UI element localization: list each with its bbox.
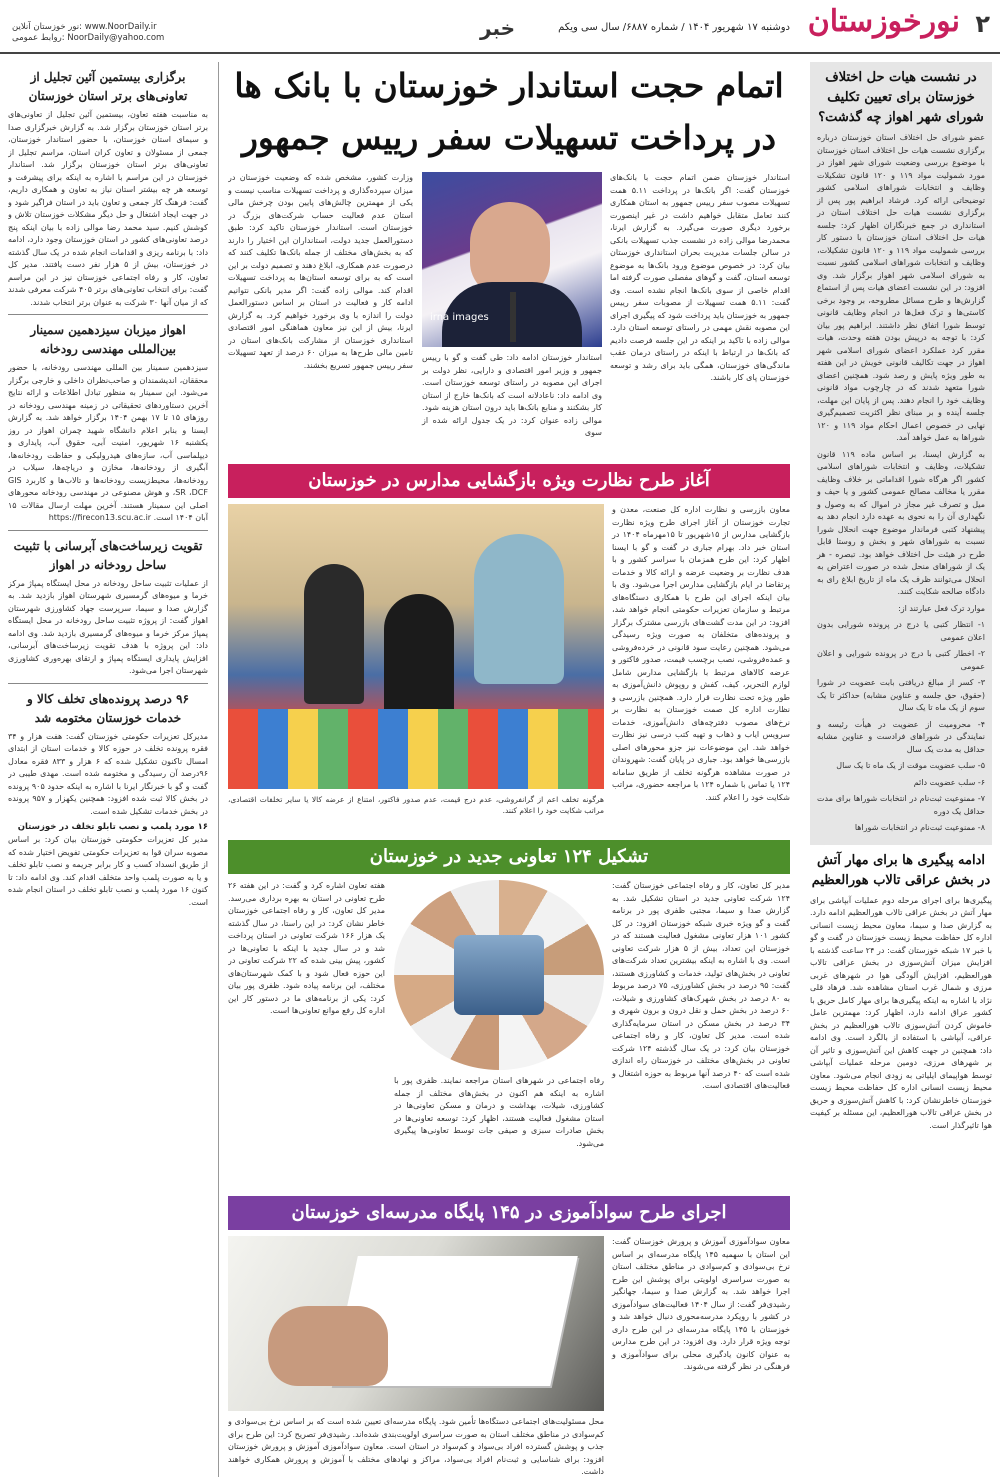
wetland-story-body: پیگیری‌ها برای اجرای مرحله دوم عملیات آبپاشی برای مهار آتش در بخش عراقی تالاب هورالعظیم ادامه دارد. به گزارش صدا و سیما، معاون محیط زیست انسانی اداره کل حفاظت محیط زیست خوزستان در گفت و گو با خبر ۱۷ شبکه خوزستان گفت: در ۲۴ ساعت گذشته با افزایش میزان آتش‌سوزی در بخش عراقی تالاب هورالعظیم، افزایش آلودگی هوا در شهرهای غربی مرزی و شمال غرب استان مشاهده شد. فرهاد قلی نژاد با اشاره به اینکه پیگیری‌ها برای مهار کامل حریق با کشور عراق ادامه دارد، اظهار کرد: مهمترین عامل خاموش کردن آتش‌سوزی تالاب هورالعظیم در بخش عراقی، آبپاشی با استفاده از بالگرد است. وی ادامه داد: همچنین در جهت کاهش این آتش‌سوزی و تاثیر آن بر شهرهای مرزی، دومین مرحله عملیات آبپاشی توسط هواپیمای ایلیاتی به زودی انجام می‌شود. معاون محیط زیست انسانی اداره کل حفاظت محیط زیست خوزستان خاطرنشان کرد: با کاهش آتش‌سوزی و حریق در بخش عراقی تالاب هورالعظیم، این مسئله بر کیفیت هوا تاثیرگذار است.	[810, 895, 992, 1130]
ceremony-body: به مناسبت هفته تعاون، بیستمین آئین تجلیل از تعاونی‌های برتر استان خوزستان برگزار شد. به گزارش خبرگزاری صدا و سیمای استان خوزستان، با حضور استاندار خوزستان، جمعی از مسئولان و تعاون کران استان، مراسم تجلیل از تعاونی‌های برتر استان خوزستان برگزار شد. استاندار خوزستان در این مراسم با اشاره به اینکه برای پیشرفت و توسعه هر چه بیشتر استان نیاز به تعاون و همکاری داریم، گفت: فرهنگ کار جمعی و تعاون باید در استان فراگیر شود و در جهت ایجاد اشتغال و حل دیگر مشکلات خوزستان تلاش و کوشش کنیم. سید محمد رضا موالی زاده با بیان اینکه پنج درصد تعاونی‌های کشور در استان خوزستان وجود دارد، ادامه داد: با برنامه ریزی و اقدامات انجام شده در یک سال گذشته در خوزستان، بیش از ۵ هزار نفر دست یافتند. مدیر کل تعاون، کار و رفاه اجتماعی خوزستان نیز در این مراسم گفت: برای انتخاب تعاونی‌های برتر ۴۰۵ شرکت معرفی شدند که از میان آنها ۳۰ شرکت به عنوان برتر انتخاب شدند.	[8, 110, 208, 307]
school-photo-caption: هرگونه تخلف اعم از گرانفروشی، عدم درج قیمت، عدم صدور فاکتور، امتناع از عرضه کالا یا سایر تخلفات اقتصادی، مراتب شکایت خود را اعلام کنند.	[228, 795, 604, 815]
masthead	[0, 0, 1000, 54]
separator	[8, 314, 208, 315]
wetland-story	[810, 851, 992, 1133]
school-text-body: معاون بازرسی و نظارت اداره کل صنعت، معدن و تجارت خوزستان از آغاز اجرای طرح ویژه نظارت بازگشایی مدارس از ۱۵شهریور تا ۱۵مهرماه ۱۴۰۴ در استان خبر داد. بهرام جباری در گفت و گو با ایسنا اظهار کرد: این طرح همزمان با سراسر کشور و با هدف نظارت بر وضعیت عرضه و ارائه کالا و خدمات پرتقاضا در ایام بازگشایی مدارس اجرا می‌شود. وی با بیان اینکه اجرای این طرح با همکاری دستگاه‌های مرتبط و سازمان تعزیرات حکومتی انجام خواهد شد، افزود: در این مدت گشت‌های بازرسی مشترک برگزار و پرونده‌های متخلفان به صورت ویژه رسیدگی می‌شود. همچنین رعایت سود قانونی در خرده‌فروشی و عمده‌فروشی، نصب برچسب قیمت، صدور فاکتور و عرضه کالاهای مرتبط با بازگشایی مدارس شامل لوازم التحریر، کیف، کفش و روپوش دانش‌آموزی به طور ویژه تحت نظارت قرار دارد. همچنین بازرسی و نظارت اداره کل صمت خوزستان به نظارت بر نرخ‌های مصوب دفترچه‌های دانش‌آموزی، خدمات سرویس ایاب و ذهاب و تهیه کتب درسی نیز نظارت خواهد شد. این موضوعات نیز جزو محورهای اصلی بازرسی‌ها خواهد بود. جباری در پایان گفت: شهروندان در صورت مشاهده هرگونه تخلف از طریق سامانه ۱۲۴ یا تماس با شماره ۱۲۴ با مراجعه حضوری، مراتب شکایت خود را اعلام کنند.	[612, 505, 790, 802]
left-column	[8, 62, 208, 1477]
riverbank-story	[8, 537, 208, 678]
literacy-text-body: معاون سوادآموزی آموزش و پرورش خوزستان گفت: این استان با سهمیه ۱۴۵ پایگاه مدرسه‌ای بر اساس نرخ بی‌سوادی و کم‌سوادی در مناطق مختلف استان به صورت سراسری اولویتی برای پوشش این طرح اجرا خواهد شد. به گزارش صدا و سیما، جهانگیر رشیدی‌فر گفت: از سال ۱۴۰۴ فعالیت‌های سوادآموزی در کشور با رویکرد مدرسه‌محوری دنبال خواهد شد و خوزستان با ۱۴۵ پایگاه مدرسه‌ای در این طرح داری توجه ویژه قرار دارد. وی افزود: در این طرح مدارس به عنوان کانون یادگیری محلی برای سواد‌آموزی و فرهنگی در نظر گرفته می‌شوند.	[612, 1237, 790, 1371]
ceremony-title: برگزاری بیستمین آئین تجلیل از تعاونی‌های برتر استان خوزستان	[28, 70, 188, 103]
school-text	[612, 504, 790, 808]
main-story-text-under: استاندار خوزستان ادامه داد: طی گفت و گو با رییس جمهور و وزیر امور اقتصادی و دارایی، نظر دولت بر اجرای این مصوبه در راستای توسعه خوزستان است. وی ادامه داد: ناعادلانه است که بانک‌ها خارج از استان کار بشکنند و منابع بانک‌ها باید درون استان هزینه شود. موالی زاده عنوان کرد: در یک جدول ارائه شده از سوی	[422, 353, 602, 437]
council-list-item: ۴- محرومیت از عضویت در هیأت رئیسه و نمایندگی در شوراهای فرادست و عناوین مشابه حداقل به مدت یک سال	[817, 719, 985, 754]
council-story-body: عضو شورای حل اختلاف استان خوزستان درباره برگزاری نشست هیات حل اختلاف استان خوزستان با موضوع بررسی وضعیت شورای شهر اهواز در مورد شمولیت مواد ۱۱۹ و ۱۲۰ قانون تشکیلات وظایف و انتخابات شوراهای اسلامی کشور توضیحاتی ارائه کرد. فرشاد ابراهیم پور پس از برگزاری نشست هیات حل اختلاف استان در استانداری در جمع خبرنگاران اظهار کرد: جلسه هیات حل اختلاف استان خوزستان با دستور کار بررسی شمولیت مواد ۱۱۹ و ۱۲۰ قانون تشکیلات، وظایف و انتخابات شوراهای اسلامی کشور نسبت به شورای اسلامی شهر اهواز برگزار شد. وی افزود: در این نشست اعضای هیات پس از استماع گزارش‌ها و طرح مسائل مطروحه، بر وجود برخی کاستی‌ها و ترک فعل‌ها در انجام وظایف قانونی توسط شورا اتفاق نظر داشتند. ابراهیم پور بیان کرد: با توجه به درپیش بودن هفته وحدت، هیات مقرر کرد عملکرد اعضای شورای اسلامی شهر اهواز در جهت تکالیف قانونی خویش در این هفته به طور ویژه پایش و رصد شود. همچنین اعضای شورا متعهد شدند که در چارچوب مواد قانونی وظایف خود را انجام دهند. پس از پایان این مهلت، جلسه آینده و بر مبنای نظر اکثریت تصمیم‌گیری نهایی در خصوص اعمال احکام مواد ۱۱۹ و ۱۲۰ شوراها به عمل خواهد آمد.	[817, 133, 986, 442]
council-story	[810, 62, 992, 845]
river-seminar-story	[8, 321, 208, 525]
cooperative-text	[612, 880, 790, 1097]
violations-title: ۹۶ درصد پرونده‌های تخلف کالا و خدمات خوزستان مختومه شد	[27, 691, 189, 725]
cooperative-mid-body: هفته تعاون اشاره کرد و گفت: در این هفته ۲۶ طرح تعاونی در استان به بهره برداری می‌رسد. مدیر کل تعاون، کار و رفاه اجتماعی خوزستان خاطر نشان کرد: در این راستا، در سال گذشته یک هزار ۱۶۶ شرکت تعاونی در استان پرداخت شد و در سال جدید با اینکه با تعاونی‌ها در کشور، پیش بینی شده که ۲۲ شرکت تعاونی در این حوزه فعال شود و با کمک شهرستان‌های مختلف، این برنامه پیاده شود. ظفری پور بیان کرد: یکی از برنامه‌های ما در دستور کار این اداره کل رفع موانع تعاونی‌ها است.	[228, 881, 385, 1015]
column-divider-left	[218, 62, 219, 1477]
site-info	[12, 22, 164, 44]
main-story-col-left	[228, 172, 413, 376]
council-list-intro: موارد ترک فعل عبارتند از:	[898, 603, 985, 613]
violations-story	[8, 690, 208, 910]
governor-photo	[422, 172, 602, 347]
council-list-item: ۵- سلب عضویت موقت از یک ماه تا یک سال	[836, 761, 985, 770]
seminar-body: سیزدهمین سمینار بین المللی مهندسی رودخانه، با حضور محققان، اندیشمندان و صاحب‌نظران داخلی و خارجی برگزار می‌شود. این سمینار به منظور تبادل اطلاعات و ارائه نتایج آخرین دستاوردهای تحقیقاتی در زمینه مهندسی رودخانه در روزهای ۱۵ تا ۱۷ بهمن ۱۴۰۴ برگزار خواهد شد. به گزارش ایسنا و بنابر اعلام دانشگاه شهید چمران اهواز در روز یکشنبه ۱۶ شهریور، امنیت آبی، حقوق آب، پایداری و دیپلماسی آب، سازه‌های هیدرولیکی و حفاظت رودخانه‌ها، آبگیری از رودخانه‌ها، مخازن و دریاچه‌ها، سیلاب در رودخانه‌ها، محیط‌زیست رودخانه‌ها و تالاب‌ها و کاربرد GIS ،SR ،DCF و هوش مصنوعی در مهندسی رودخانه محورهای اصلی این سمینار هستند. آخرین مهلت ارسال مقالات ۱۵ آبان ۱۴۰۴ است. https://firecon13.scu.ac.ir	[8, 363, 208, 522]
literacy-section	[228, 1236, 790, 1478]
photo-table-shape	[228, 709, 604, 789]
issue-line: دوشنبه ۱۷ شهریور ۱۴۰۴ / شماره ۶۸۸۷/ سال سی ویکم	[558, 22, 790, 33]
council-list-item: ۶- سلب عضویت دائم	[913, 777, 985, 787]
page-number: ۲	[975, 10, 990, 38]
council-list-item: ۸- ممنوعیت ثبت‌نام در انتخابات شوراها	[854, 823, 985, 832]
literacy-text	[612, 1236, 790, 1378]
council-list-item: ۲- اخطار کتبی با درج در پرونده شورایی و اعلان عمومی	[817, 649, 985, 671]
violations-body-2: مدیر کل تعزیرات حکومتی خوزستان بیان کرد: بر اساس مصوبه سران قوا به تعزیرات حکومتی تفویض اختیار شده که از طریق انسداد کسب و کار برابر جریمه و نصب تابلو تخلف و یا به صورت پلمب واحد متخلف اقدام کند. وی ادامه داد: تا کنون ۱۶ مورد پلمب و نصب تابلو تخلف در استان انجام شده است.	[8, 835, 208, 907]
cooperatives-ceremony-story	[8, 68, 208, 309]
riverbank-body: از عملیات تثبیت ساحل رودخانه در محل ایستگاه پمپاژ مرکز خرما و میوه‌های گرمسیری شهرستان اهواز بازدید شد. به گزارش صدا و سیما، سرپرست جهاد کشاورزی شهرستان اهواز گفت: از پروژه تثبیت ساحل رودخانه در محل ایستگاه پمپاژ مرکز خرما و میوه‌های گرمسیری بازدید شد. وی ادامه داد: این پروژه با هدف تقویت زیرساخت‌های آبرسانی، افزایش پایداری ایستگاه پمپاژ و ارتقای بهره‌وری کشاورزی شهرستان اجرا می‌شود.	[8, 578, 208, 675]
site-line-2: روابط عمومی: NoorDaily@yahoo.com	[12, 33, 165, 43]
photo-center-image	[454, 935, 544, 1015]
main-story	[228, 172, 790, 437]
cooperative-text-body: مدیر کل تعاون، کار و رفاه اجتماعی خوزستان گفت: ۱۲۴ شرکت تعاونی جدید در استان تشکیل شد. به گزارش صدا و سیما، مجتبی ظفری پور در برنامه گفت و گو ویژه خبری شبکه خوزستان افزود: در کل کشور ۱۰۱ هزار تعاونی مشغول فعالیت هستند که در خوزستان این تعداد، بیش از ۵ هزار شرکت تعاونی است. وی با اشاره به اینکه بیشترین تعداد شرکت‌های تعاونی در بخش‌های تولید، خدمات و کشاورزی هستند، گفت: ۹۵ درصد در بخش کشاورزی، ۷۵ درصد مربوط به ۸۰ درصد در بخش شهرک‌های کشاورزی و شیلات، ۶۰ درصد در بخش حمل و نقل درون و برون شهری و ۳۴ درصد در بخش مسکن در استان سرمایه‌گذاری شده است. مدیر کل تعاون، کار و رفاه اجتماعی خوزستان بیان کرد: در یک سال گذشته ۱۲۴ شرکت تعاونی در بخش‌های مختلف در خوزستان راه اندازی شده است که ۴۰ درصد آنها مربوط به حوزه اشتغال و فعالیت‌های اقتصادی است.	[612, 881, 790, 1090]
main-story-text-left: وزارت کشور، مشخص شده که وضعیت خوزستان در میزان سپرده‌گذاری و پرداخت تسهیلات مناسب نیست و یکی از مهمترین چالش‌های پایین بودن چرخش مالی استان عدم فعالیت حساب شرکت‌های بزرگ در خوزستان است. استاندار خوزستان تاکید کرد: طبق دستورالعمل جدید دولت، استانداران این اختیار را دارند که به بخش‌های مختلف از جمله بانک‌ها تکلیف کنند که درصورت عدم همکاری، ابلاغ دهند و تصمیم دولت بر این است که به برای توسعه استان‌ها به پرداخت تسهیلات اقدام کند. موالی زاده گفت: اگر مدیر بانکی نتوانیم ادامه کار و فعالیت در استان بر اساس دستورالعمل دولت را اندازه با وی برخورد خواهیم کرد. به گزارش ایرنا، بیش از این نیز معاون هماهنگی امور اقتصادی استانداری خوزستان از مشارکت بانک‌های استان در تامین مالی طرح‌ها به میزان ۶۰ درصد از تعهد تسهیلات سفر رییس جمهور تسریع بخشند.	[228, 173, 413, 370]
school-supplies-photo	[228, 504, 604, 789]
main-story-under-photo	[422, 352, 602, 444]
school-banner: آغاز طرح نظارت ویژه بازگشایی مدارس در خوزستان	[228, 464, 790, 498]
main-headline-line-1: اتمام حجت استاندار خوزستان با بانک ها	[234, 66, 784, 105]
cooperative-caption	[394, 1075, 604, 1154]
council-list-item: ۳- کسر از مبالغ دریافتی بابت عضویت در شورا (حقوق، حق جلسه و عناوین مشابه) حداکثر تا یک سوم از یک ماه تا یک سال	[817, 678, 985, 712]
cooperative-mid	[228, 880, 385, 1022]
right-column	[810, 62, 992, 1477]
riverbank-title: تقویت زیرساخت‌های آبرسانی با تثبیت ساحل رودخانه در اهواز	[13, 538, 203, 572]
microphone-icon	[510, 292, 516, 342]
violations-subtitle: ۱۶ مورد پلمب و نصب تابلو تخلف در خوزستان	[17, 822, 208, 832]
council-story-body-2: به گزارش ایسنا، بر اساس ماده ۱۱۹ قانون تشکیلات، وظایف و انتخابات شوراهای اسلامی کشور اگر هرگاه شورا اقداماتی بر خلاف وظایف مقرر یا مخالف مصالح عمومی کشور و یا حیف و میل و تصرف غیر مجاز در اموال که به وصول و نگهداری آن را به نحوی به عهده دارد انجام دهد به پیشنهاد کتبی فرماندار موضوع جهت انحلال شورا نسبت به شوراهای شهر و بخش و روستا قابل طرح در هیئت حل اختلاف خواهد بود. تبصره - هر یک از شوراهای منحل شده در صورت اعتراض به انحلال می‌توانند ظرف یک ماه از تاریخ ابلاغ رای به دادگاه صالحه شکایت کنند.	[817, 449, 985, 596]
hands-circle-photo	[394, 880, 604, 1070]
council-story-title: در نشست هیات حل اختلاف خوزستان برای تعیین تکلیف شورای شهر اهواز چه گذشت؟	[818, 70, 984, 125]
section-title: خبر	[480, 16, 516, 40]
main-story-col-right	[610, 172, 790, 389]
separator	[8, 683, 208, 684]
main-headline	[228, 60, 790, 164]
literacy-under-photo	[228, 1416, 604, 1478]
literacy-under-body: محل مسئولیت‌های اجتماعی دستگاه‌ها تأمین شود. پایگاه مدرسه‌ای تعیین شده است که بر اساس نرخ بی‌سوادی و کم‌سوادی در مناطق مختلف استان به صورت سراسری اولویت‌بندی شده‌اند. رشیدی‌فر تصریح کرد: این طرح برای جذب و پوشش گسترده افراد بی‌سواد و کم‌سواد در استان است. معاون سوادآموزی آموزش و پرورش خوزستان افزود: برای شناسایی و ثبت‌نام افراد بی‌سواد، مراکز و نهادهای مختلف با آموزش و پرورش همکاری خواهند داشت.	[228, 1417, 604, 1476]
photo-child-shape	[304, 564, 364, 704]
wetland-story-title: ادامه پیگیری ها برای مهار آتش در بخش عراقی تالاب هورالعظیم	[811, 852, 991, 888]
main-area	[228, 58, 790, 1478]
council-list-item: ۷- ممنوعیت ثبت‌نام در انتخابات شوراها برای مدت حداقل یک دوره	[817, 794, 985, 816]
cooperative-banner: تشکیل ۱۲۴ تعاونی جدید در خوزستان	[228, 840, 790, 874]
seminar-title: اهواز میزبان سیزدهمین سمینار بین‌المللی مهندسی رودخانه	[30, 323, 186, 356]
separator	[8, 530, 208, 531]
photo-watermark: irna images	[430, 312, 489, 323]
council-list-item: ۱- انتظار کتبی یا درج در پرونده شورایی بدون اعلان عمومی	[817, 620, 985, 642]
main-story-text-right: استاندار خوزستان ضمن اتمام حجت با بانک‌های خوزستان گفت: اگر بانک‌ها در پرداخت ۵.۱۱ همت تسهیلات مصوب سفر رییس جمهور به استان همکاری کنند تعامل متقابل خواهیم داشت در غیر اینصورت برخورد دیگری صورت می‌گیرد. به گزارش ایرنا، محمدرضا موالی زاده در نشست جذب تسهیلات بانکی در سالن جلسات مدیریت بحران استانداری خوزستان بیان کرد: در خصوص موضوع ورود بانک‌ها به موضوع توسعه استان، گفت و گوهای مفصلی صورت گرفته اما اقدام خاصی از سوی بانک‌ها انجام نشده است. وی گفت: ۵.۱۱ همت تسهیلات از مصوبات سفر رییس جمهور به خوزستان باید پرداخت شود که پیگیری اجرای این مصوبه نقش مهمی در راستای توسعه استان دارد. موالی زاده با تاکید بر اینکه در این جلسه فرصت دادیم که بانک‌ها در ارتباط با اینکه در راستای درمان عقب ماندگی‌های خوزستان، همگی باید برای رشد و توسعه خوزستان پای کار باشند.	[610, 173, 790, 382]
literacy-photo	[228, 1236, 604, 1411]
literacy-banner: اجرای طرح سوادآموزی در ۱۴۵ پایگاه مدرسه‌ای خوزستان	[228, 1196, 790, 1230]
site-line-1: نور خوزستان آنلاین: www.NoorDaily.ir	[12, 22, 157, 32]
cooperative-caption-body: رفاه اجتماعی در شهرهای استان مراجعه نمایند. ظفری پور با اشاره به اینکه هم اکنون در بخش‌های مختلف از جمله کشاورزی، شیلات، بهداشت و درمان و مسکن تعاونی‌ها در استان مشغول فعالیت هستند، اظهار کرد: توسعه تعاونی‌ها در بخش صادرات سبزی و صیفی جات توسط تعاونی‌ها پیگیری می‌شود.	[394, 1076, 604, 1148]
cooperative-section	[228, 880, 790, 1190]
school-section	[228, 504, 790, 834]
newspaper-logo: نورخوزستان	[807, 4, 960, 39]
photo-woman-shape	[474, 534, 564, 684]
violations-body: مدیرکل تعزیرات حکومتی خوزستان گفت: هفت هزار و ۳۴ فقره پرونده تخلف در حوزه کالا و خدمات استان از ابتدای امسال تاکنون تشکیل شده که ۶ هزار و ۸۳۳ فقره معادل ۹۶درصد آن رسیدگی و مختومه شده است. مهدی طیبی در گفت و گو با خبرنگار ایرنا با اشاره به اینکه حدود ۹۰۵ پرونده در بخش کالا ثبت شده افزود: همچنین یکهزار و ۹۵۷ پرونده در بخش خدمات تشکیل شده است.	[8, 731, 208, 816]
main-headline-line-2: در پرداخت تسهیلات سفر رییس جمهور	[241, 118, 777, 157]
photo-hand-shape	[268, 1306, 388, 1386]
